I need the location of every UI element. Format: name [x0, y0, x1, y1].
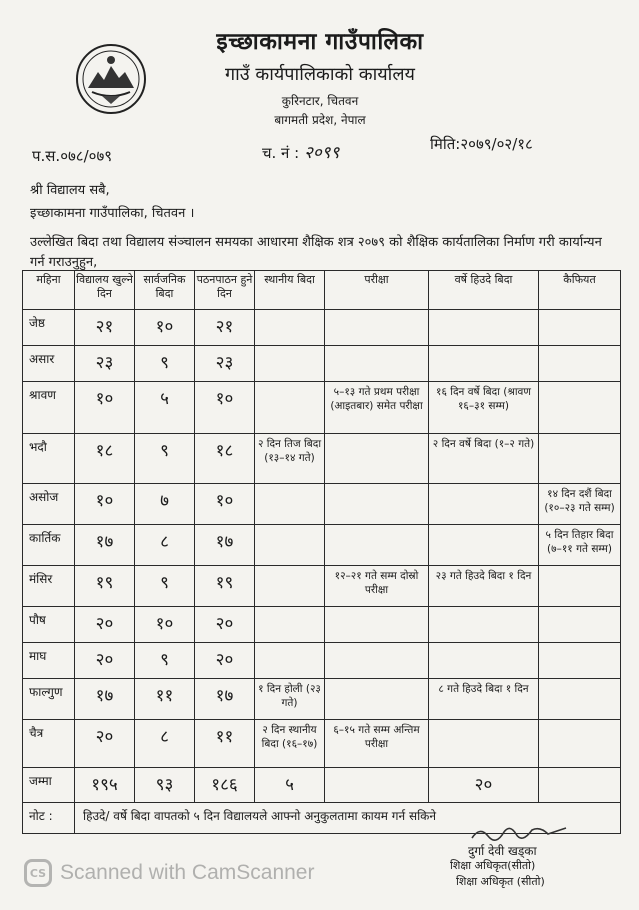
month-cell: चैत्र [23, 720, 75, 768]
remarks-cell [539, 720, 621, 768]
vacation-cell: २३ गते हिउदे बिदा १ दिन [429, 566, 539, 607]
month-cell: कार्तिक [23, 525, 75, 566]
table-row [23, 434, 621, 484]
vacation-cell [429, 310, 539, 346]
total-exam-cell [325, 768, 429, 803]
vacation-cell [429, 720, 539, 768]
teaching-days-cell: २० [195, 643, 255, 679]
municipality-title: इच्छाकामना गाउँपालिका [216, 29, 424, 55]
camscanner-logo-icon: CS [24, 859, 52, 887]
open-days-cell: २० [75, 720, 135, 768]
open-days-cell: १७ [75, 679, 135, 720]
public-holiday-cell: ९ [135, 566, 195, 607]
letter-date: मिति:२०७९/०२/१८ [430, 135, 533, 153]
remarks-cell [539, 566, 621, 607]
local-holiday-cell [255, 484, 325, 525]
dispatch-reference [262, 140, 339, 163]
dispatch-number: २०९९ [304, 143, 340, 163]
remarks-cell [539, 434, 621, 484]
exam-cell: ५–१३ गते प्रथम परीक्षा (आइतबार) समेत परीक्षा [325, 382, 429, 434]
exam-cell [325, 346, 429, 382]
vacation-cell [429, 346, 539, 382]
intro-paragraph: उल्लेखित बिदा तथा विद्यालय संञ्चालन समयका आधारमा शैक्षिक शत्र २०७९ को शैक्षिक कार्यतालिका निर्माण गरी कार्यान्यन गर्न गराउनुहुन, [30, 235, 602, 270]
remarks-cell: ५ दिन तिहार बिदा (७–११ गते सम्म) [539, 525, 621, 566]
public-holiday-cell: ९ [135, 434, 195, 484]
dispatch-label: च. नं : [262, 144, 300, 162]
month-cell: फाल्गुण [23, 679, 75, 720]
open-days-cell: २३ [75, 346, 135, 382]
municipality-emblem-icon [74, 42, 148, 116]
vacation-cell [429, 643, 539, 679]
table-row [23, 607, 621, 643]
teaching-days-cell: १७ [195, 679, 255, 720]
total-open-days-cell: १९५ [75, 768, 135, 803]
remarks-cell [539, 382, 621, 434]
open-days-cell: १० [75, 382, 135, 434]
vacation-cell: ८ गते हिउदे बिदा १ दिन [429, 679, 539, 720]
total-row [23, 768, 621, 803]
open-days-cell: २१ [75, 310, 135, 346]
table-row [23, 720, 621, 768]
open-days-cell: १० [75, 484, 135, 525]
table-row [23, 484, 621, 525]
open-days-cell: २० [75, 607, 135, 643]
teaching-days-cell: १० [195, 484, 255, 525]
teaching-days-cell: २३ [195, 346, 255, 382]
remarks-cell [539, 310, 621, 346]
local-holiday-cell [255, 310, 325, 346]
header-cell: वर्षे हिउदे बिदा [429, 271, 539, 310]
teaching-days-cell: २१ [195, 310, 255, 346]
local-holiday-cell [255, 566, 325, 607]
total-teaching-days-cell: १८६ [195, 768, 255, 803]
table-row [23, 346, 621, 382]
exam-cell [325, 607, 429, 643]
vacation-cell: १६ दिन वर्षे बिदा (श्रावण १६–३१ सम्म) [429, 382, 539, 434]
remarks-cell: १४ दिन दशैं बिदा (१०–२३ गते सम्म) [539, 484, 621, 525]
vacation-cell [429, 484, 539, 525]
total-label-cell: जम्मा [23, 768, 75, 803]
teaching-days-cell: १० [195, 382, 255, 434]
public-holiday-cell: ९ [135, 346, 195, 382]
table-header-row [23, 271, 621, 310]
header-cell: पठनपाठन हुने दिन [195, 271, 255, 310]
recipient-line-1: श्री विद्यालय सबै, [30, 183, 110, 198]
teaching-days-cell: १८ [195, 434, 255, 484]
local-holiday-cell [255, 607, 325, 643]
month-cell: असोज [23, 484, 75, 525]
public-holiday-cell: ११ [135, 679, 195, 720]
signatory-title: शिक्षा अधिकृत (सीतो) [456, 875, 545, 888]
exam-cell: १२–२१ गते सम्म दोस्रो परीक्षा [325, 566, 429, 607]
exam-cell: ६–१५ गते सम्म अन्तिम परीक्षा [325, 720, 429, 768]
local-holiday-cell: २ दिन स्थानीय बिदा (१६–१७) [255, 720, 325, 768]
month-cell: जेष्ठ [23, 310, 75, 346]
teaching-days-cell: १७ [195, 525, 255, 566]
exam-cell [325, 643, 429, 679]
signatory-title-stamp: शिक्षा अधिकृत(सीतो) [450, 859, 536, 872]
month-cell: भदौ [23, 434, 75, 484]
table-row [23, 310, 621, 346]
table-row [23, 382, 621, 434]
header-cell: महिना [23, 271, 75, 310]
table-row [23, 679, 621, 720]
total-remarks-cell [539, 768, 621, 803]
header-cell: कैफियत [539, 271, 621, 310]
exam-cell [325, 679, 429, 720]
header-cell: सार्वजनिक बिदा [135, 271, 195, 310]
public-holiday-cell: ९ [135, 643, 195, 679]
open-days-cell: १८ [75, 434, 135, 484]
fiscal-reference: प.स.०७८/०७९ [32, 147, 113, 165]
public-holiday-cell: १० [135, 310, 195, 346]
header-cell: स्थानीय बिदा [255, 271, 325, 310]
signature-scribble-icon [470, 822, 580, 844]
exam-cell [325, 310, 429, 346]
exam-cell [325, 525, 429, 566]
vacation-cell: २ दिन वर्षे बिदा (१–२ गते) [429, 434, 539, 484]
public-holiday-cell: ८ [135, 525, 195, 566]
watermark-text: Scanned with CamScanner [60, 861, 315, 884]
local-holiday-cell [255, 643, 325, 679]
local-holiday-cell [255, 382, 325, 434]
remarks-cell [539, 643, 621, 679]
public-holiday-cell: ८ [135, 720, 195, 768]
table-row [23, 525, 621, 566]
local-holiday-cell [255, 346, 325, 382]
total-local-holiday-cell: ५ [255, 768, 325, 803]
total-vacation-cell: २० [429, 768, 539, 803]
exam-cell [325, 484, 429, 525]
exam-cell [325, 434, 429, 484]
public-holiday-cell: ५ [135, 382, 195, 434]
note-label: नोट : [23, 803, 75, 834]
month-cell: असार [23, 346, 75, 382]
remarks-cell [539, 607, 621, 643]
local-holiday-cell: १ दिन होली (२३ गते) [255, 679, 325, 720]
month-cell: पौष [23, 607, 75, 643]
header-cell: परीक्षा [325, 271, 429, 310]
month-cell: माघ [23, 643, 75, 679]
teaching-days-cell: २० [195, 607, 255, 643]
month-cell: श्रावण [23, 382, 75, 434]
camscanner-watermark [24, 858, 314, 888]
vacation-cell [429, 607, 539, 643]
open-days-cell: १९ [75, 566, 135, 607]
month-cell: मंसिर [23, 566, 75, 607]
public-holiday-cell: १० [135, 607, 195, 643]
total-public-holiday-cell: ९३ [135, 768, 195, 803]
remarks-cell [539, 679, 621, 720]
vacation-cell [429, 525, 539, 566]
table-row [23, 643, 621, 679]
note-text: हिउदे/ वर्षे बिदा वापतको ५ दिन विद्यालयले आफ्नो अनुकुलतामा कायम गर्न सकिने [75, 803, 621, 834]
header-cell: विद्यालय खुल्ने दिन [75, 271, 135, 310]
teaching-days-cell: ११ [195, 720, 255, 768]
public-holiday-cell: ७ [135, 484, 195, 525]
open-days-cell: १७ [75, 525, 135, 566]
office-title: गाउँ कार्यपालिकाको कार्यालय [225, 64, 415, 85]
recipient-line-2: इच्छाकामना गाउँपालिका, चितवन । [30, 206, 195, 221]
table-row [23, 566, 621, 607]
local-holiday-cell: २ दिन तिज बिदा (१३–१४ गते) [255, 434, 325, 484]
local-holiday-cell [255, 525, 325, 566]
remarks-cell [539, 346, 621, 382]
academic-calendar-table [22, 270, 621, 834]
signatory-name: दुर्गा देवी खड्का [468, 844, 537, 858]
office-location: कुरिनटार, चितवन [281, 94, 359, 108]
teaching-days-cell: १९ [195, 566, 255, 607]
open-days-cell: २० [75, 643, 135, 679]
office-province: बागमती प्रदेश, नेपाल [274, 113, 366, 127]
